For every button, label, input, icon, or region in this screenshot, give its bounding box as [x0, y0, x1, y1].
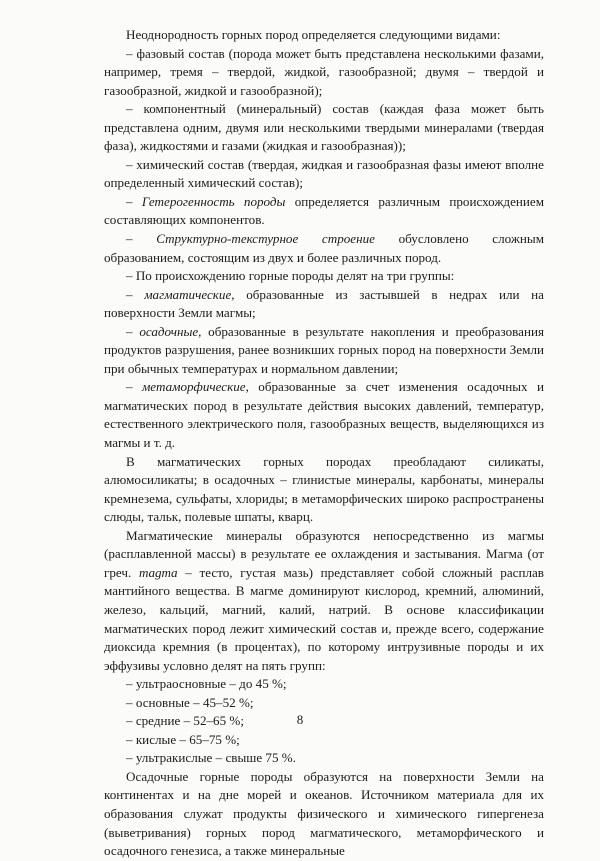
text-run: – основные – 45–52 %;: [126, 694, 254, 710]
paragraph: [104, 749, 544, 768]
text-run: Осадочные горные породы образуются на поверхности Земли на континентах и на дне морей и океанов. Источником материала для их образования служат продукты физического и химического гипергенеза (выветривания) горных пород магматического, метаморфического и осадочного генезиса, а также минеральные: [104, 768, 544, 859]
text-run: , образованные из застывшей в недрах или на поверхности Земли магмы;: [104, 286, 544, 321]
italic-term: Структурно-текстурное строение: [156, 231, 375, 247]
text-run: В магматических горных породах преобладают силикаты, алюмосиликаты; в осадочных – глинистые минералы, карбонаты, минералы кремнезема, сульфаты, хлориды; в метаморфических широко распространены слюды, тальк, полевые шпаты, кварц.: [104, 453, 544, 525]
paragraph: [104, 230, 544, 267]
text-run: –: [126, 379, 142, 395]
text-run: –: [126, 231, 157, 247]
paragraph: [104, 267, 544, 286]
paragraph: [104, 286, 544, 323]
paragraph: [104, 156, 544, 193]
text-run: – фазовый состав (порода может быть представлена несколькими фазами, например, тремя – твердой, жидкой, газообразной; двумя – твердой и газообразной, жидкой и газообразной);: [104, 45, 544, 98]
paragraph: [104, 675, 544, 694]
paragraph: [104, 527, 544, 675]
text-run: – ультраосновные – до 45 %;: [126, 676, 287, 692]
paragraph: [104, 100, 544, 156]
text-run: Неоднородность горных пород определяется следующими видами:: [126, 27, 501, 42]
paragraph: [104, 378, 544, 452]
paragraph: [104, 453, 544, 527]
text-run: , образованные в результате накопления и преобразования продуктов разрушения, ранее возникших горных пород на поверхности Земли при обычных температурах и нормальном давлении;: [104, 323, 544, 376]
italic-term: осадочные: [139, 323, 199, 339]
text-run: , образованные за счет изменения осадочных и магматических пород в результате действия высоких давлений, температур, естественного электрического поля, газообразных веществ, выделяющихся из магмы и т. д.: [104, 379, 544, 451]
italic-term: Гетерогенность породы: [141, 193, 286, 209]
text-run: Магматические минералы образуются непосредственно из магмы (расплавленной массы) в результате ее охлаждения и застывания. Магма (от греч.: [104, 527, 544, 580]
paragraph: [104, 26, 544, 45]
text-run: – средние – 52–65 %;: [126, 713, 244, 729]
paragraph: [104, 193, 544, 230]
paragraph: [104, 731, 544, 750]
paragraph: [104, 694, 544, 713]
italic-term: magma: [138, 564, 178, 580]
page-number: 8: [296, 712, 304, 727]
text-run: – ультракислые – свыше 75 %.: [126, 750, 296, 766]
text-run: определяется различным происхождением составляющих компонентов.: [104, 193, 545, 228]
text-run: –: [126, 193, 142, 209]
text-run: – компонентный (минеральный) состав (каждая фаза может быть представлена одним, двумя или несколькими твердыми минералами (твердая фаза), жидкостями и газами (жидкая и газообразная));: [104, 101, 544, 154]
italic-term: магматические: [144, 286, 232, 302]
text-run: – По происхождению горные породы делят на три группы:: [126, 268, 455, 284]
paragraph: [104, 768, 544, 861]
text-run: –: [126, 323, 140, 339]
paragraph: [104, 323, 544, 379]
paragraph: [104, 45, 544, 101]
italic-term: метаморфические: [141, 379, 246, 395]
text-run: обусловлено сложным образованием, состоящим из двух и более различных пород.: [104, 231, 544, 265]
text-run: – химический состав (твердая, жидкая и газообразная фазы имеют вполне определенный химический состав);: [104, 156, 544, 191]
text-run: –: [126, 286, 145, 302]
body-text: [104, 26, 544, 861]
text-run: – кислые – 65–75 %;: [126, 731, 240, 747]
text-run: – тесто, густая мазь) представляет собой сложный расплав мантийного вещества. В магме доминируют кислород, кремний, алюминий, железо, кальций, магний, калий, натрий. В основе классификации магматических пород лежит химический состав и, прежде всего, содержание диоксида кремния (в процентах), по которому интрузивные породы и их эффузивы условно делят на пять групп:: [104, 564, 544, 673]
